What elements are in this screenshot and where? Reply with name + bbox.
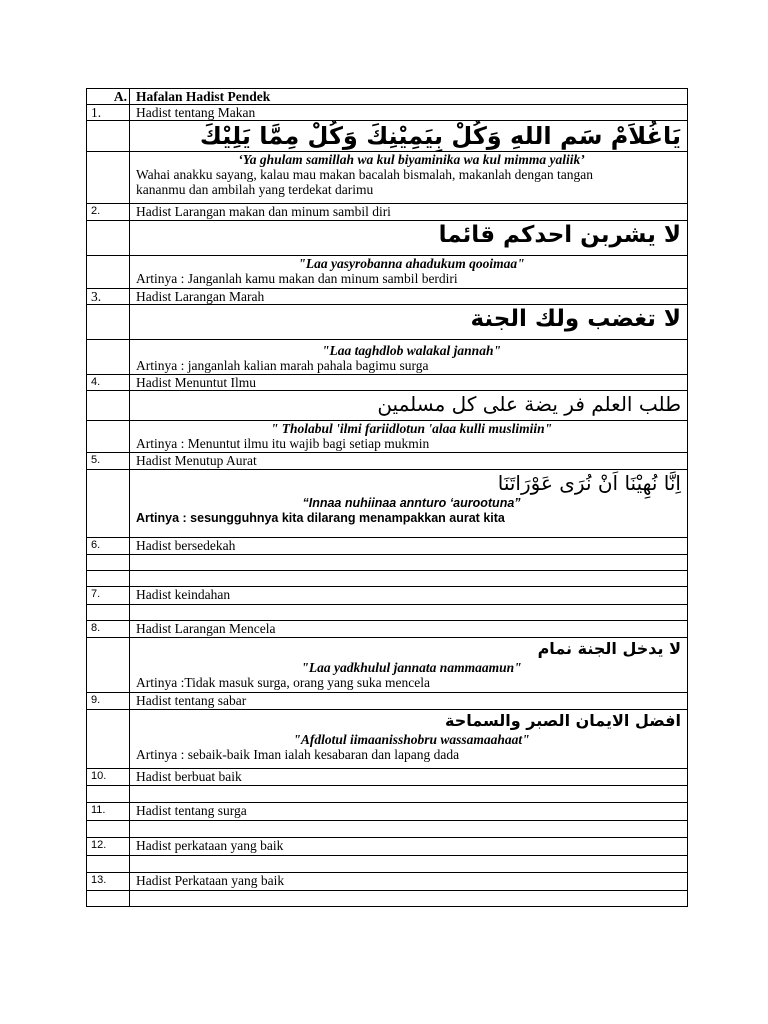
empty-cell (87, 891, 130, 907)
hadith-explanation (130, 638, 688, 693)
empty-cell (87, 340, 130, 375)
hadith-explanation (130, 710, 688, 769)
row-number: 10. (87, 769, 130, 786)
empty-cell (130, 605, 688, 621)
arabic-text: لا يدخل الجنة نمام (537, 639, 681, 658)
empty-cell (87, 605, 130, 621)
row-number: 9. (87, 693, 130, 710)
row-number: 2. (87, 204, 130, 221)
hadith-explanation (130, 340, 688, 375)
hadith-title: Hadist bersedekah (130, 538, 688, 555)
empty-cell (130, 786, 688, 803)
hadith-explanation (130, 256, 688, 289)
row-number: 13. (87, 873, 130, 891)
hadith-title: Hadist tentang Makan (130, 105, 688, 121)
transliteration: ‘Ya ghulam samillah wa kul biyaminika wa kul mimma yaliik’ (238, 152, 585, 167)
hadith-title: Hadist tentang surga (130, 803, 688, 821)
arabic-text: يَاغُلاَمْ سَمِ اللهِ وَكُلْ بِيَمِيْنِكَ وَكُلْ مِمَّا يَلِيْكَ (130, 121, 688, 152)
row-number: 6. (87, 538, 130, 555)
hadith-title: Hadist Larangan Mencela (130, 621, 688, 638)
hadith-title: Hadist Menutup Aurat (130, 453, 688, 470)
hadith-title: Hadist tentang sabar (130, 693, 688, 710)
transliteration: "Laa yasyrobanna ahadukum qooimaa" (298, 256, 525, 271)
hadith-explanation (130, 152, 688, 204)
empty-cell (130, 555, 688, 571)
hadith-title: Hadist berbuat baik (130, 769, 688, 786)
empty-cell (130, 856, 688, 873)
hadith-title: Hadist Larangan makan dan minum sambil diri (130, 204, 688, 221)
empty-cell (87, 638, 130, 693)
row-number: 3. (87, 289, 130, 305)
empty-cell (87, 710, 130, 769)
empty-cell (130, 821, 688, 838)
hadith-explanation (130, 421, 688, 453)
empty-cell (87, 555, 130, 571)
meaning-line: Wahai anakku sayang, kalau mau makan bacalah bismalah, makanlah dengan tangan (136, 167, 593, 182)
hadith-explanation (130, 470, 688, 538)
arabic-text: لا تغضب ولك الجنة (130, 305, 688, 340)
row-number: 5. (87, 453, 130, 470)
meaning-line: Artinya : Menuntut ilmu itu wajib bagi setiap mukmin (136, 436, 430, 451)
row-number: 1. (87, 105, 130, 121)
empty-cell (87, 256, 130, 289)
row-number: 12. (87, 838, 130, 856)
hadith-title: Hadist keindahan (130, 587, 688, 605)
hadith-title: Hadist Perkataan yang baik (130, 873, 688, 891)
empty-cell (87, 821, 130, 838)
arabic-text: لا يشربن احدكم قائما (130, 221, 688, 256)
section-label: A. (87, 89, 130, 105)
transliteration: “Innaa nuhiinaa annturo ‘aurootuna” (302, 496, 521, 510)
empty-cell (87, 152, 130, 204)
empty-cell (87, 786, 130, 803)
meaning-line: Artinya : Janganlah kamu makan dan minum sambil berdiri (136, 271, 458, 286)
empty-cell (87, 470, 130, 538)
empty-cell (130, 571, 688, 587)
transliteration: "Laa yadkhulul jannata nammaamun" (301, 660, 522, 675)
meaning-line: Artinya : sesungguhnya kita dilarang menampakkan aurat kita (136, 511, 505, 525)
empty-cell (87, 121, 130, 152)
meaning-line: Artinya : janganlah kalian marah pahala bagimu surga (136, 358, 429, 373)
empty-cell (130, 891, 688, 907)
arabic-text: اِنَّا نُهِيْنَا اَنْ نُرَى عَوْرَاتَنَا (497, 471, 681, 495)
arabic-text: افضل الايمان الصبر والسماحة (445, 711, 681, 730)
empty-cell (87, 221, 130, 256)
hadith-table (86, 88, 688, 907)
row-number: 7. (87, 587, 130, 605)
section-title: Hafalan Hadist Pendek (130, 89, 688, 105)
empty-cell (87, 391, 130, 421)
meaning-line: Artinya : sebaik-baik Iman ialah kesabaran dan lapang dada (136, 747, 460, 762)
transliteration: "Afdlotul iimaanisshobru wassamaahaat" (293, 732, 530, 747)
empty-cell (87, 856, 130, 873)
hadith-title: Hadist Larangan Marah (130, 289, 688, 305)
hadith-title: Hadist perkataan yang baik (130, 838, 688, 856)
row-number: 8. (87, 621, 130, 638)
meaning-line: kananmu dan ambilah yang terdekat darimu (136, 182, 374, 197)
meaning-line: Artinya :Tidak masuk surga, orang yang suka mencela (136, 675, 430, 690)
empty-cell (87, 571, 130, 587)
hadith-title: Hadist Menuntut Ilmu (130, 375, 688, 391)
empty-cell (87, 421, 130, 453)
transliteration: "Laa taghdlob walakal jannah" (322, 343, 501, 358)
transliteration: " Tholabul 'ilmi fariidlotun 'alaa kulli muslimiin" (270, 421, 553, 436)
row-number: 4. (87, 375, 130, 391)
empty-cell (87, 305, 130, 340)
row-number: 11. (87, 803, 130, 821)
arabic-text: طلب العلم فر يضة على كل مسلمين (130, 391, 688, 421)
